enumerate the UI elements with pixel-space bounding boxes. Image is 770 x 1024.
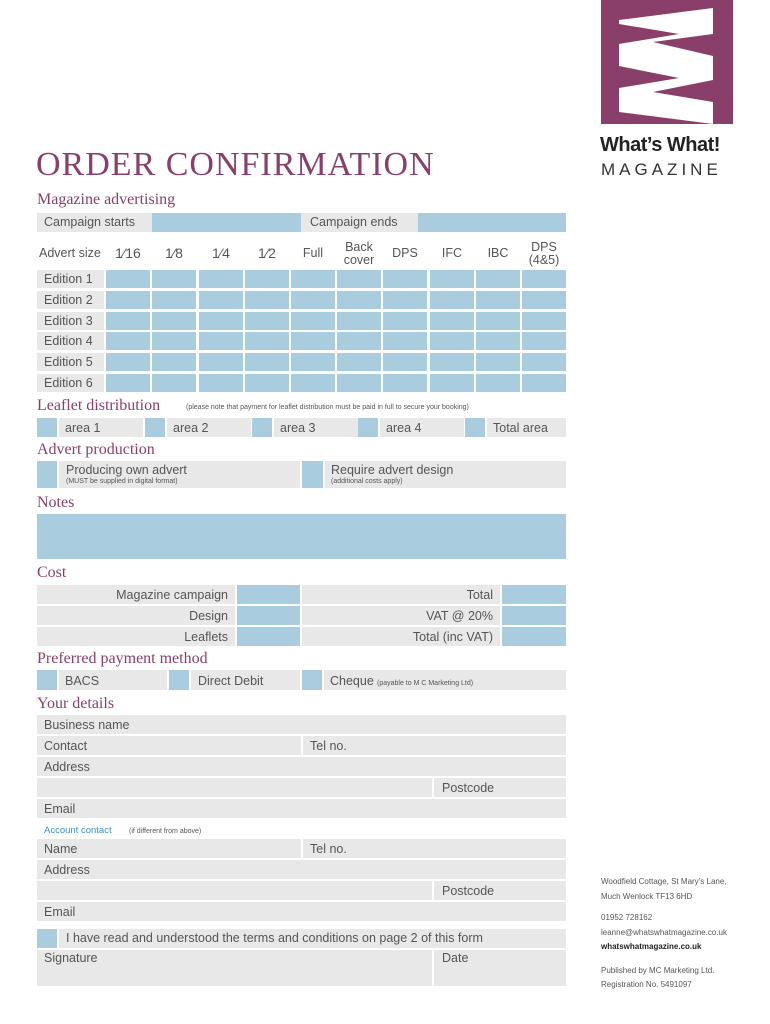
edition-cell[interactable] xyxy=(430,291,474,309)
edition-cell[interactable] xyxy=(199,291,243,309)
section-heading-details: Your details xyxy=(37,695,115,712)
edition-cell[interactable] xyxy=(106,332,150,350)
campaign-ends-label: Campaign ends xyxy=(310,215,398,229)
address-label: Address xyxy=(44,760,90,774)
cost-left-label: Magazine campaign xyxy=(116,588,228,602)
logo-block xyxy=(601,0,733,124)
edition-cell[interactable] xyxy=(291,291,335,309)
edition-cell[interactable] xyxy=(199,270,243,288)
cost-right-field[interactable] xyxy=(502,606,566,625)
edition-cell[interactable] xyxy=(245,374,289,392)
direct-debit-label: Direct Debit xyxy=(198,674,264,688)
edition-cell[interactable] xyxy=(383,332,427,350)
campaign-ends-field[interactable] xyxy=(418,213,566,232)
cheque-checkbox[interactable] xyxy=(302,670,322,690)
business-name-label: Business name xyxy=(44,718,130,732)
account-name-label: Name xyxy=(44,842,78,856)
edition-label: Edition 4 xyxy=(44,334,93,349)
edition-label: Edition 5 xyxy=(44,355,93,370)
bacs-label: BACS xyxy=(65,674,100,688)
edition-cell[interactable] xyxy=(522,332,566,350)
cost-left-field[interactable] xyxy=(237,627,300,646)
tel-label: Tel no. xyxy=(310,739,347,753)
advert-size-label: Advert size xyxy=(39,246,101,260)
edition-cell[interactable] xyxy=(522,374,566,392)
leaflet-area-checkbox[interactable] xyxy=(145,418,165,437)
bacs-checkbox[interactable] xyxy=(37,670,57,690)
account-address-label: Address xyxy=(44,863,90,877)
advert-design-checkbox[interactable] xyxy=(302,461,323,488)
edition-cell[interactable] xyxy=(430,270,474,288)
edition-cell[interactable] xyxy=(476,291,520,309)
edition-cell[interactable] xyxy=(430,312,474,330)
edition-cell[interactable] xyxy=(291,312,335,330)
cost-left-label: Leaflets xyxy=(184,630,228,644)
size-header-3: 1⁄4 xyxy=(212,245,230,261)
edition-cell[interactable] xyxy=(106,312,150,330)
edition-cell[interactable] xyxy=(522,353,566,371)
account-contact-note: (if different from above) xyxy=(129,828,202,835)
own-advert-label: Producing own advert xyxy=(66,463,187,477)
footer-publisher: Published by MC Marketing Ltd. xyxy=(601,966,715,975)
edition-cell[interactable] xyxy=(476,353,520,371)
leaflet-area-label: area 2 xyxy=(173,421,209,435)
footer-address-2: Much Wenlock TF13 6HD xyxy=(601,892,693,901)
leaflet-area-checkbox[interactable] xyxy=(252,418,272,437)
cost-right-label: Total (inc VAT) xyxy=(412,630,493,644)
account-email-label: Email xyxy=(44,905,76,919)
email-label: Email xyxy=(44,802,76,816)
size-header-10: DPS (4&5) xyxy=(528,240,560,267)
account-address-field[interactable] xyxy=(37,860,566,879)
edition-cell[interactable] xyxy=(152,353,196,371)
cheque-label: Cheque xyxy=(330,674,374,688)
campaign-starts-label: Campaign starts xyxy=(44,215,136,229)
edition-cell[interactable] xyxy=(383,291,427,309)
footer-address-1: Woodfield Cottage, St Mary’s Lane, xyxy=(601,877,727,886)
edition-cell[interactable] xyxy=(152,374,196,392)
footer-web[interactable]: whatswhatmagazine.co.uk xyxy=(601,942,702,951)
edition-cell[interactable] xyxy=(245,332,289,350)
edition-cell[interactable] xyxy=(476,332,520,350)
section-heading-cost: Cost xyxy=(37,564,67,581)
terms-label: I have read and understood the terms and conditions on page 2 of this form xyxy=(66,931,483,945)
edition-label: Edition 1 xyxy=(44,272,93,286)
size-header-8: IFC xyxy=(441,246,463,260)
edition-cell[interactable] xyxy=(291,374,335,392)
leaflet-area-label: area 4 xyxy=(386,421,422,435)
account-email-field[interactable] xyxy=(37,902,566,921)
edition-cell[interactable] xyxy=(106,374,150,392)
leaflet-area-label: area 3 xyxy=(280,421,316,435)
edition-label: Edition 2 xyxy=(44,292,93,307)
footer-registration: Registration No. 5491097 xyxy=(601,980,692,989)
contact-label: Contact xyxy=(44,739,88,753)
advert-design-note: (additional costs apply) xyxy=(331,478,403,485)
cost-right-label: Total xyxy=(466,588,493,602)
cheque-note: (payable to M C Marketing Ltd) xyxy=(377,680,474,687)
size-header-2: 1⁄8 xyxy=(165,245,183,261)
brand-sub: MAGAZINE xyxy=(601,160,722,179)
edition-cell[interactable] xyxy=(430,332,474,350)
edition-cell[interactable] xyxy=(430,353,474,371)
leaflet-area-checkbox[interactable] xyxy=(37,418,57,437)
terms-checkbox[interactable] xyxy=(37,929,57,948)
edition-cell[interactable] xyxy=(476,312,520,330)
edition-cell[interactable] xyxy=(383,270,427,288)
edition-cell[interactable] xyxy=(337,312,381,330)
postcode-label: Postcode xyxy=(442,781,495,795)
edition-cell[interactable] xyxy=(245,312,289,330)
size-header-7: DPS xyxy=(392,246,418,260)
edition-cell[interactable] xyxy=(152,270,196,288)
edition-label: Edition 6 xyxy=(44,376,93,390)
size-header-9: IBC xyxy=(487,246,509,260)
size-header-4: 1⁄2 xyxy=(258,245,276,261)
edition-cell[interactable] xyxy=(430,374,474,392)
edition-label: Edition 3 xyxy=(44,313,93,328)
edition-cell[interactable] xyxy=(245,291,289,309)
own-advert-checkbox[interactable] xyxy=(37,461,57,488)
section-heading-production: Advert production xyxy=(37,441,155,458)
edition-cell[interactable] xyxy=(199,353,243,371)
own-advert-note: (MUST be supplied in digital format) xyxy=(66,478,178,485)
email-field[interactable] xyxy=(37,799,566,818)
edition-cell[interactable] xyxy=(245,270,289,288)
leaflet-area-checkbox[interactable] xyxy=(358,418,378,437)
leaflet-area-checkbox[interactable] xyxy=(465,418,485,437)
edition-cell[interactable] xyxy=(291,270,335,288)
edition-cell[interactable] xyxy=(337,353,381,371)
leaflet-note: (please note that payment for leaflet distribution must be paid in full to secure your booking) xyxy=(186,404,469,411)
cost-right-field[interactable] xyxy=(502,585,566,604)
edition-cell[interactable] xyxy=(522,312,566,330)
logo-mark-icon xyxy=(601,0,733,124)
edition-cell[interactable] xyxy=(152,332,196,350)
edition-cell[interactable] xyxy=(383,312,427,330)
account-address-line2-field[interactable] xyxy=(37,881,432,900)
edition-cell[interactable] xyxy=(337,374,381,392)
date-label: Date xyxy=(442,951,469,965)
edition-cell[interactable] xyxy=(476,270,520,288)
edition-cell[interactable] xyxy=(245,353,289,371)
edition-cell[interactable] xyxy=(106,270,150,288)
signature-label: Signature xyxy=(44,951,98,965)
footer-phone: 01952 728162 xyxy=(601,913,653,922)
address-line2-field[interactable] xyxy=(37,778,432,797)
section-heading-notes: Notes xyxy=(37,494,75,511)
edition-cell[interactable] xyxy=(522,291,566,309)
edition-cell[interactable] xyxy=(383,353,427,371)
edition-cell[interactable] xyxy=(337,332,381,350)
size-header-1: 1⁄16 xyxy=(115,245,141,261)
campaign-starts-field[interactable] xyxy=(152,213,301,232)
section-heading-payment: Preferred payment method xyxy=(37,650,208,667)
advert-design-label: Require advert design xyxy=(331,463,454,477)
cost-right-label: VAT @ 20% xyxy=(426,609,493,623)
brand-name: What’s What! xyxy=(600,134,720,156)
edition-cell[interactable] xyxy=(199,332,243,350)
cost-left-field[interactable] xyxy=(237,606,300,625)
edition-cell[interactable] xyxy=(291,332,335,350)
edition-cell[interactable] xyxy=(337,291,381,309)
account-contact-heading: Account contact xyxy=(44,825,112,836)
direct-debit-checkbox[interactable] xyxy=(169,670,189,690)
edition-cell[interactable] xyxy=(152,291,196,309)
edition-cell[interactable] xyxy=(106,353,150,371)
section-heading-leaflet: Leaflet distribution xyxy=(37,397,161,414)
cost-right-field[interactable] xyxy=(502,627,566,646)
size-header-5: Full xyxy=(302,246,324,260)
leaflet-area-label: area 1 xyxy=(65,421,101,435)
cost-left-field[interactable] xyxy=(237,585,300,604)
edition-cell[interactable] xyxy=(106,291,150,309)
leaflet-area-label: Total area xyxy=(493,421,548,435)
edition-cell[interactable] xyxy=(291,353,335,371)
section-heading-magazine: Magazine advertising xyxy=(37,191,176,208)
edition-cell[interactable] xyxy=(476,374,520,392)
account-tel-label: Tel no. xyxy=(310,842,347,856)
address-field[interactable] xyxy=(37,757,566,776)
notes-field[interactable] xyxy=(37,514,566,559)
edition-cell[interactable] xyxy=(199,312,243,330)
account-postcode-label: Postcode xyxy=(442,884,495,898)
edition-cell[interactable] xyxy=(152,312,196,330)
edition-cell[interactable] xyxy=(337,270,381,288)
cost-left-label: Design xyxy=(189,609,228,623)
edition-cell[interactable] xyxy=(522,270,566,288)
footer-email[interactable]: leanne@whatswhatmagazine.co.uk xyxy=(601,928,727,937)
page-title: ORDER CONFIRMATION xyxy=(36,146,435,183)
size-header-6: Back cover xyxy=(343,240,375,267)
edition-cell[interactable] xyxy=(383,374,427,392)
edition-cell[interactable] xyxy=(199,374,243,392)
